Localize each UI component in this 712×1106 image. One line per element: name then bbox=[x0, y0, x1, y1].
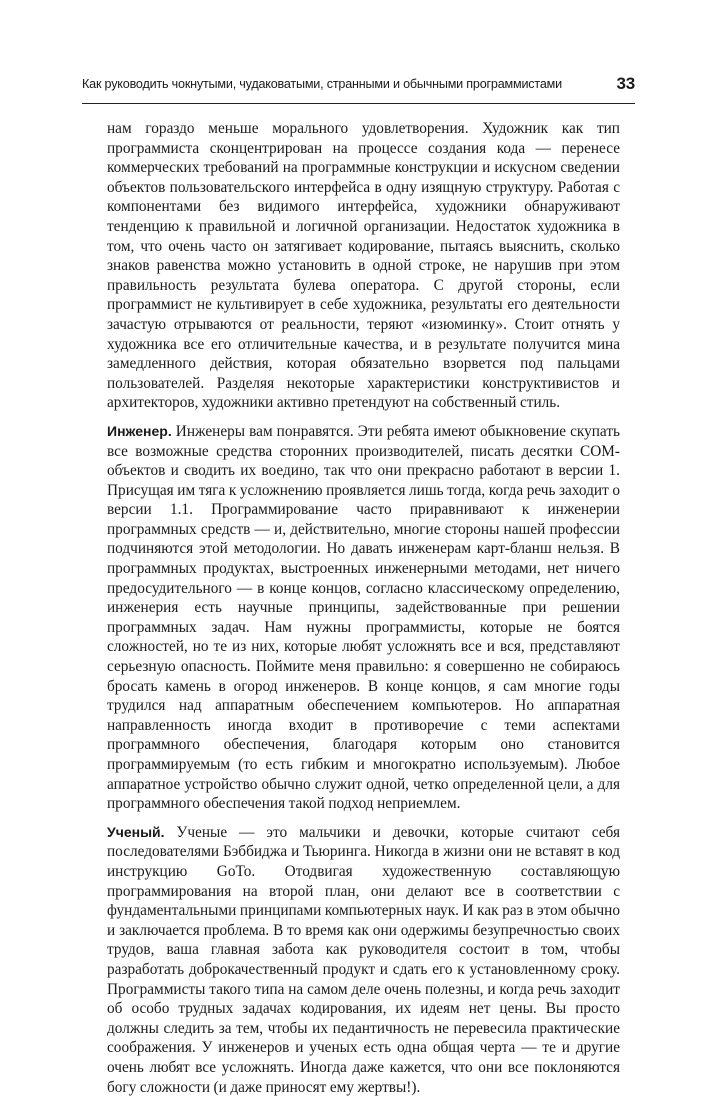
paragraph-artist-continued bbox=[107, 119, 620, 413]
paragraph-lead: Ученый. bbox=[107, 823, 165, 840]
running-header-title: Как руководить чокнутыми, чудаковатыми, странными и обычными программистами bbox=[82, 77, 562, 91]
paragraph-engineer bbox=[107, 422, 620, 814]
paragraph-text: нам гораздо меньше морального удовлетворения. Художник как тип программиста сконцентрирован на процессе создания кода — перенесе коммерческих требований на программные конструкции и искусном сведении объектов пользовательского интерфейса в одну изящную структуру. Работая с компонентами без видимого интерфейса, художники обнаруживают тенденцию к правильной и логичной организации. Недостаток художника в том, что очень часто он затягивает кодирование, пытаясь выяснить, сколько знаков равенства можно установить в одной строке, не нарушив при этом правильность результата булева оператора. С другой стороны, если программист не культивирует в себе художника, результаты его деятельности зачастую отрываются от реальности, теряют «изюминку». Стоит отнять у художника все его отличительные качества, и в результате получится мина замедленного действия, которая обязательно взорвется под пальцами пользователей. Разделяя некоторые характеристики конструктивистов и архитекторов, художники активно претендуют на собственный стиль. bbox=[107, 120, 620, 412]
paragraph-scientist bbox=[107, 823, 620, 1097]
paragraph-lead: Инженер. bbox=[107, 422, 172, 439]
paragraph-text: Ученые — это мальчики и девочки, которые считают себя последователями Бэббиджа и Тьюринга. Никогда в жизни они не вставят в код инструкцию GoTo. Отодвигая художественную составляющую программирования на второй план, они делают все в соответствии с фундаментальными принципами компьютерных наук. И как раз в этом обычно и заключается проблема. В то время как они одержимы безупречностью своих трудов, ваша главная забота как руководителя состоит в том, чтобы разработать доброкачественный продукт и сдать его к установленному сроку. Программисты такого типа на самом деле очень полезны, и когда речь заходит об особо трудных задачах кодирования, их идеям нет цены. Вы просто должны следить за тем, чтобы их педантичность не перевесила практические соображения. У инженеров и ученых есть одна общая черта — те и другие очень любят все усложнять. Иногда даже кажется, что они все поклоняются богу сложности (и даже приносят ему жертвы!). bbox=[107, 823, 620, 1096]
page-number: 33 bbox=[616, 74, 635, 93]
header-rule bbox=[82, 103, 635, 104]
running-header bbox=[82, 74, 635, 98]
paragraph-text: Инженеры вам понравятся. Эти ребята имеют обыкновение скупать все возможные средства сторонних производителей, писать десятки COM-объектов и сводить их воедино, так что они прекрасно работают в версии 1. Присущая им тяга к усложнению проявляется лишь тогда, когда речь заходит о версии 1.1. Программирование часто приравнивают к инженерии программных средств — и, действительно, многие стороны нашей профессии подчиняются этой методологии. Но давать инженерам карт-бланш нельзя. В программных продуктах, выстроенных инженерными методами, нет ничего предосудительного — в конце концов, согласно классическому определению, инженерия есть научные принципы, задействованные при решении программных задач. Нам нужны программисты, которые не боятся сложностей, но те из них, которые любят усложнять все и вся, представляют серьезную опасность. Поймите меня правильно: я совершенно не собираюсь бросать камень в огород инженеров. В конце концов, я сам многие годы трудился над аппаратным обеспечением компьютеров. Но аппаратная направленность иногда входит в противоречие с теми аспектами программного обеспечения, благодаря которым оно становится программируемым (то есть гибким и многократно используемым). Любое аппаратное устройство обычно служит одной, четко определенной цели, а для программного обеспечения такой подход неприемлем. bbox=[107, 422, 620, 813]
body-text bbox=[107, 119, 620, 1106]
